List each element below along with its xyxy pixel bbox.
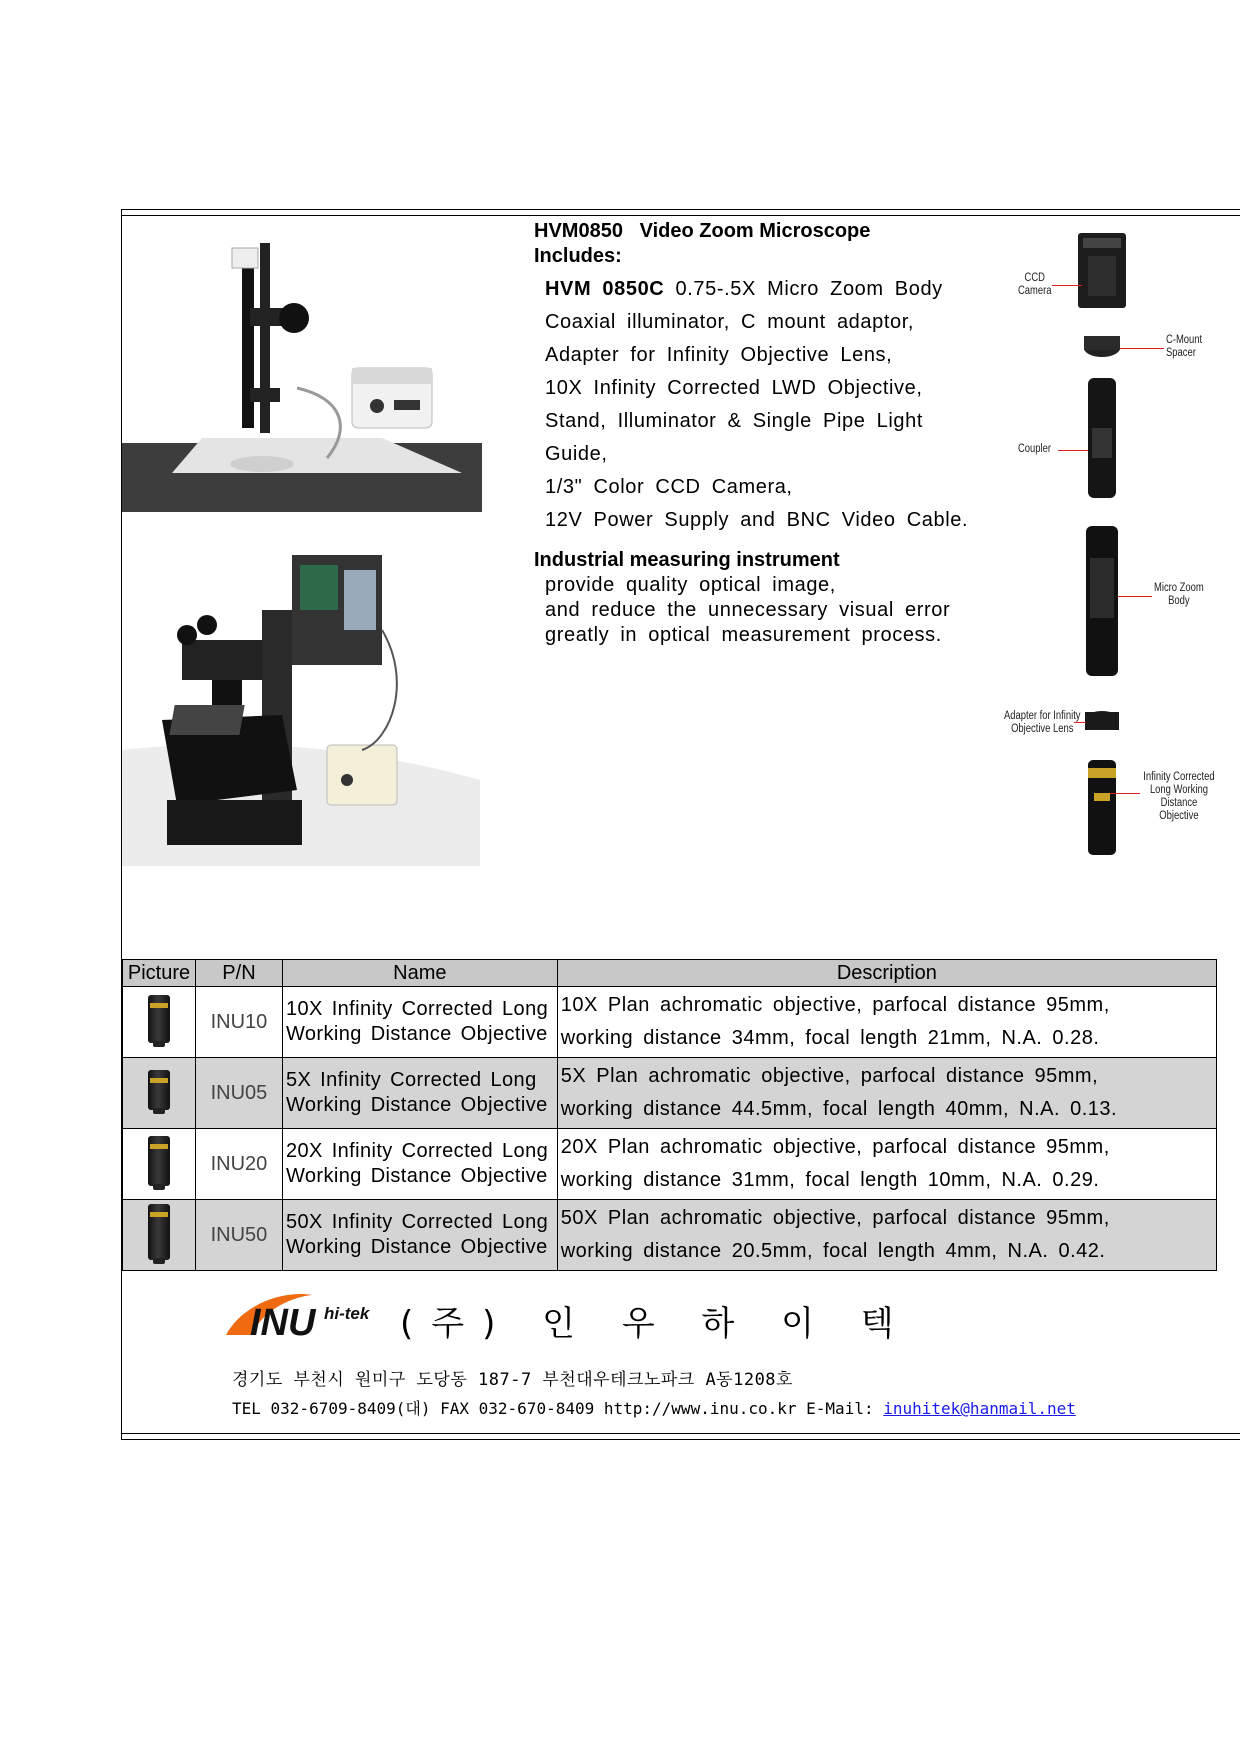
industrial-lines bbox=[545, 573, 994, 648]
includes-list bbox=[545, 273, 994, 537]
product-block bbox=[534, 219, 994, 537]
row-name: 10X Infinity Corrected Long Working Distance Objective bbox=[282, 987, 557, 1058]
includes-item: Stand, Illuminator & Single Pipe Light Guide, bbox=[545, 410, 923, 465]
includes-item: 1/3" Color CCD Camera, bbox=[545, 476, 793, 498]
industrial-line: and reduce the unnecessary visual error bbox=[545, 599, 951, 621]
adapter-arrow bbox=[1074, 722, 1086, 723]
row-picture bbox=[123, 1129, 196, 1200]
company-name: (주) 인 우 하 이 텍 bbox=[400, 1304, 912, 1344]
parts-diagram bbox=[990, 228, 1235, 878]
industrial-block bbox=[534, 548, 994, 648]
contact-text: TEL 032-6709-8409(대) FAX 032-670-8409 http://www.inu.co.kr E-Mail: bbox=[232, 1399, 884, 1418]
header-picture: Picture bbox=[123, 960, 196, 987]
row-name: 5X Infinity Corrected Long Working Distance Objective bbox=[282, 1058, 557, 1129]
industrial-line: provide quality optical image, bbox=[545, 574, 836, 596]
coupler-arrow bbox=[1058, 450, 1088, 451]
spacer-arrow bbox=[1120, 348, 1164, 349]
logo-sub-text: hi-tek bbox=[324, 1304, 370, 1323]
row-pn: INU20 bbox=[195, 1129, 282, 1200]
table-row bbox=[123, 987, 1217, 1058]
row-pn: INU10 bbox=[195, 987, 282, 1058]
email-link[interactable]: inuhitek@hanmail.net bbox=[883, 1399, 1076, 1418]
table-row bbox=[123, 1200, 1217, 1271]
row-description: 50X Plan achromatic objective, parfocal distance 95mm, working distance 20.5mm, focal length 4mm, N.A. 0.42. bbox=[557, 1200, 1216, 1271]
adapter-label: Adapter for Infinity Objective Lens bbox=[1004, 710, 1081, 735]
body-desc: 0.75-.5X Micro Zoom Body bbox=[675, 278, 943, 300]
objective-lens-image bbox=[148, 995, 170, 1043]
top-rule-inner bbox=[121, 215, 1240, 216]
product-title bbox=[534, 219, 994, 244]
row-picture bbox=[123, 1058, 196, 1129]
c-mount-spacer-label: C-Mount Spacer bbox=[1166, 334, 1203, 359]
company-contact bbox=[232, 1396, 1076, 1419]
row-pn: INU50 bbox=[195, 1200, 282, 1271]
table-header-row bbox=[123, 960, 1217, 987]
objective-label: Infinity Corrected Long Working Distance Objective bbox=[1143, 771, 1215, 822]
body-code: HVM 0850C bbox=[545, 278, 665, 300]
zoom-arrow bbox=[1118, 596, 1152, 597]
bottom-rule-inner bbox=[121, 1439, 1240, 1440]
includes-item: 10X Infinity Corrected LWD Objective, bbox=[545, 377, 923, 399]
row-description: 20X Plan achromatic objective, parfocal distance 95mm, working distance 31mm, focal length 10mm, N.A. 0.29. bbox=[557, 1129, 1216, 1200]
microscope-photo bbox=[122, 228, 482, 512]
coupler-label: Coupler bbox=[1018, 443, 1052, 455]
product-code: HVM0850 bbox=[534, 220, 623, 242]
table-row bbox=[123, 1129, 1217, 1200]
row-description: 10X Plan achromatic objective, parfocal distance 95mm, working distance 34mm, focal length 21mm, N.A. 0.28. bbox=[557, 987, 1216, 1058]
measuring-instrument-photo bbox=[122, 550, 480, 866]
product-table bbox=[122, 959, 1217, 1271]
row-description: 5X Plan achromatic objective, parfocal distance 95mm, working distance 44.5mm, focal length 40mm, N.A. 0.13. bbox=[557, 1058, 1216, 1129]
company-address: 경기도 부천시 원미구 도당동 187-7 부천대우테크노파크 A동1208호 bbox=[232, 1370, 793, 1390]
header-description: Description bbox=[557, 960, 1216, 987]
industrial-heading: Industrial measuring instrument bbox=[534, 549, 840, 571]
ccd-camera-label: CCD Camera bbox=[1018, 272, 1052, 297]
logo-main-text: INU bbox=[250, 1302, 316, 1343]
bottom-rule bbox=[121, 1433, 1240, 1434]
header-pn: P/N bbox=[195, 960, 282, 987]
product-name: Video Zoom Microscope bbox=[639, 220, 871, 242]
top-rule bbox=[121, 209, 1240, 210]
row-pn: INU05 bbox=[195, 1058, 282, 1129]
row-name: 50X Infinity Corrected Long Working Distance Objective bbox=[282, 1200, 557, 1271]
company-logo bbox=[222, 1285, 402, 1343]
row-picture bbox=[123, 1200, 196, 1271]
micro-zoom-body-label: Micro Zoom Body bbox=[1154, 582, 1204, 607]
objective-lens-image bbox=[148, 1070, 170, 1110]
table-row bbox=[123, 1058, 1217, 1129]
header-name: Name bbox=[282, 960, 557, 987]
objective-lens-image bbox=[148, 1136, 170, 1186]
row-name: 20X Infinity Corrected Long Working Distance Objective bbox=[282, 1129, 557, 1200]
includes-item: 12V Power Supply and BNC Video Cable. bbox=[545, 509, 969, 531]
includes-label: Includes: bbox=[534, 245, 622, 267]
includes-item bbox=[545, 273, 994, 306]
objective-arrow bbox=[1110, 793, 1140, 794]
includes-item: Coaxial illuminator, C mount adaptor, bbox=[545, 311, 915, 333]
objective-lens-image bbox=[148, 1204, 170, 1260]
includes-item: Adapter for Infinity Objective Lens, bbox=[545, 344, 893, 366]
ccd-arrow bbox=[1052, 285, 1082, 286]
row-picture bbox=[123, 987, 196, 1058]
industrial-line: greatly in optical measurement process. bbox=[545, 624, 942, 646]
